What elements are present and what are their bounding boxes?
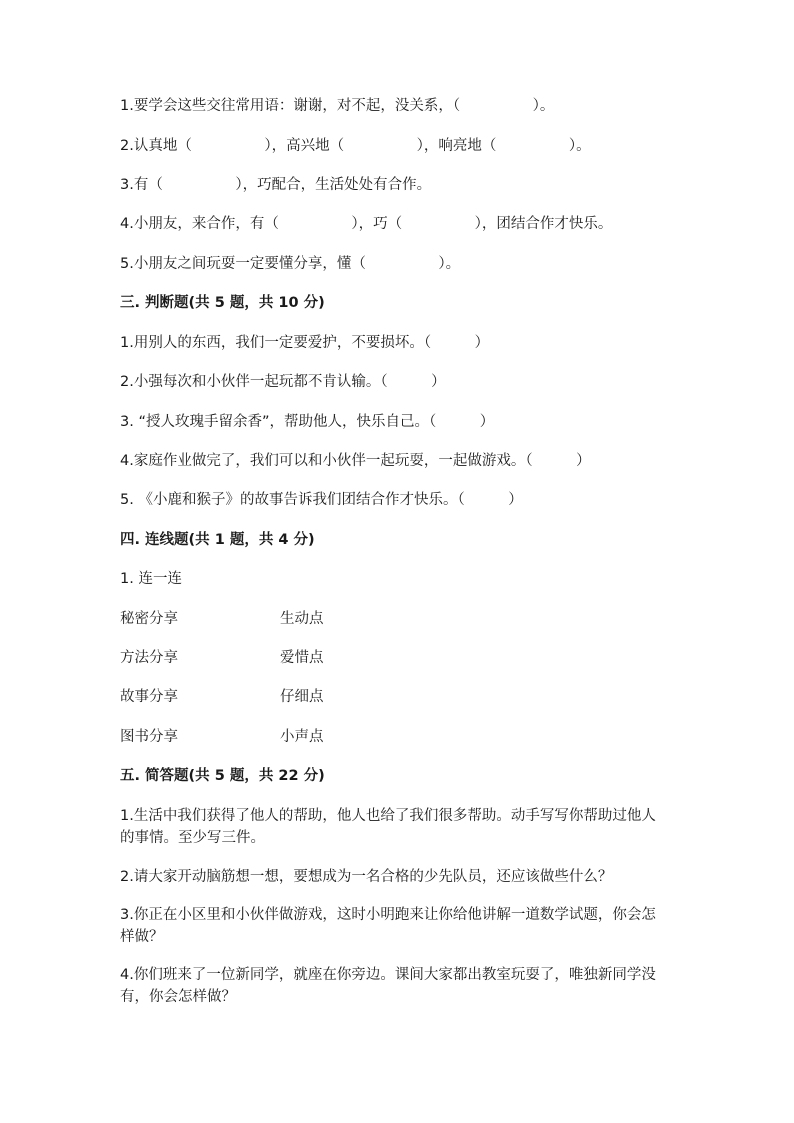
judge-question-1: 1.用别人的东西，我们一定要爱护，不要损坏。（ ） — [120, 335, 490, 351]
matching-left-item: 秘密分享 — [120, 611, 178, 627]
fill-blank-question-3: 3.有（ ），巧配合，生活处处有合作。 — [120, 177, 432, 193]
short-answer-question-4: 4.你们班来了一位新同学，就座在你旁边。课间大家都出教室玩耍了，唯独新同学没有，你会怎样做？ — [120, 967, 656, 1005]
matching-section-heading: 四. 连线题(共 1 题，共 4 分) — [120, 532, 315, 548]
short-answer-section-heading: 五. 简答题(共 5 题，共 22 分) — [120, 768, 325, 784]
short-answer-question-3: 3.你正在小区里和小伙伴做游戏，这时小明跑来让你给他讲解一道数学试题，你会怎样做？ — [120, 907, 656, 945]
fill-blank-question-1: 1.要学会这些交往常用语：谢谢，对不起，没关系，（ ）。 — [120, 98, 555, 114]
judge-question-4: 4.家庭作业做完了，我们可以和小伙伴一起玩耍，一起做游戏。（ ） — [120, 453, 591, 469]
matching-right-item: 爱惜点 — [280, 650, 324, 666]
short-answer-question-1: 1.生活中我们获得了他人的帮助，他人也给了我们很多帮助。动手写写你帮助过他人的事情。至少写三件。 — [120, 808, 656, 846]
judge-section-heading: 三. 判断题(共 5 题，共 10 分) — [120, 295, 325, 311]
judge-question-5: 5. 《小鹿和猴子》的故事告诉我们团结合作才快乐。（ ） — [120, 492, 523, 508]
matching-left-item: 图书分享 — [120, 729, 178, 745]
fill-blank-question-2: 2.认真地（ ），高兴地（ ），响亮地（ ）。 — [120, 138, 591, 154]
matching-left-item: 方法分享 — [120, 650, 178, 666]
matching-left-item: 故事分享 — [120, 689, 178, 705]
judge-question-3: 3. “授人玫瑰手留余香”，帮助他人，快乐自己。（ ） — [120, 414, 495, 430]
short-answer-question-2: 2.请大家开动脑筋想一想，要想成为一名合格的少先队员，还应该做些什么？ — [120, 869, 613, 885]
matching-right-item: 仔细点 — [280, 689, 324, 705]
matching-right-item: 生动点 — [280, 611, 324, 627]
exam-page — [120, 0, 680, 1123]
fill-blank-question-4: 4.小朋友，来合作，有（ ），巧（ ），团结合作才快乐。 — [120, 216, 613, 232]
fill-blank-question-5: 5.小朋友之间玩耍一定要懂分享，懂（ ）。 — [120, 256, 461, 272]
judge-question-2: 2.小强每次和小伙伴一起玩都不肯认输。（ ） — [120, 374, 446, 390]
matching-prompt: 1. 连一连 — [120, 571, 182, 587]
matching-right-item: 小声点 — [280, 729, 324, 745]
